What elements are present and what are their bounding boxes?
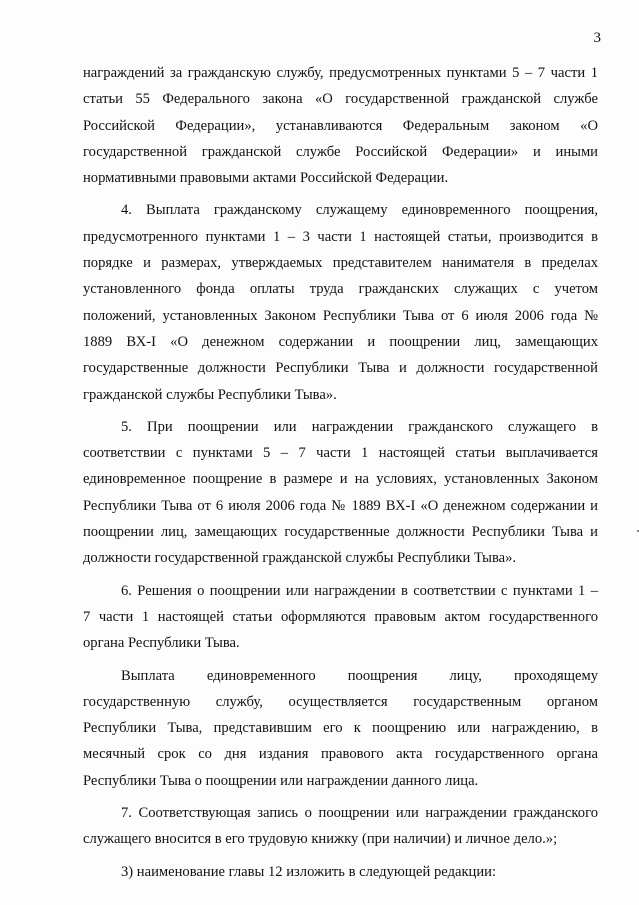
text-line: Выплата единовременного поощрения лицу, проходящему bbox=[121, 667, 598, 684]
text-line: государственную службу, осуществляется государственным органом bbox=[83, 693, 598, 710]
text-line: награждений за гражданскую службу, предусмотренных пунктами 5 – 7 части 1 bbox=[83, 65, 598, 81]
paragraph-item-7 bbox=[83, 800, 598, 853]
text-line: Российской Федерации», устанавливаются Федеральным законом «О bbox=[83, 117, 598, 134]
text-line: 6. Решения о поощрении или награждении в соответствии с пунктами 1 – bbox=[121, 582, 598, 599]
text-line: 7. Соответствующая запись о поощрении или награждении гражданского bbox=[121, 805, 598, 822]
paragraph-subitem-3 bbox=[83, 859, 598, 885]
text-line: статьи 55 Федерального закона «О государственной гражданской службе bbox=[83, 91, 598, 108]
text-line: органа Республики Тыва. bbox=[83, 635, 240, 652]
text-line: предусмотренного пунктами 1 – 3 части 1 настоящей статьи, производится в bbox=[83, 228, 598, 245]
text-line: Республики Тыва о поощрении или награждении данного лица. bbox=[83, 772, 479, 789]
paragraph-payment bbox=[83, 663, 598, 794]
text-line: поощрении лиц, замещающих государственные должности Республики Тыва и bbox=[83, 524, 598, 541]
text-line: 3) наименование главы 12 изложить в следующей редакции: bbox=[121, 863, 497, 880]
paragraph-item-6 bbox=[83, 578, 598, 657]
text-line: 5. При поощрении или награждении гражданского служащего в bbox=[121, 418, 598, 435]
document-body bbox=[83, 60, 598, 885]
text-line: 1889 ВХ-I «О денежном содержании и поощрении лиц, замещающих bbox=[83, 333, 598, 350]
text-line: месячный срок со дня издания правового акта государственного органа bbox=[83, 746, 598, 763]
paragraph-item-5 bbox=[83, 414, 598, 572]
text-line: 4. Выплата гражданскому служащему единовременного поощрения, bbox=[121, 202, 598, 219]
page-number: 3 bbox=[593, 30, 601, 46]
text-line: 7 части 1 настоящей статьи оформляются правовым актом государственного bbox=[83, 608, 598, 625]
text-line: нормативными правовыми актами Российской Федерации. bbox=[83, 170, 449, 187]
text-line: служащего вносится в его трудовую книжку (при наличии) и личное дело.»; bbox=[83, 831, 558, 848]
paragraph-continuation bbox=[83, 60, 598, 191]
text-line: должности государственной гражданской службы Республики Тыва». bbox=[83, 550, 517, 567]
text-line: гражданской службы Республики Тыва». bbox=[83, 386, 337, 403]
paragraph-item-4 bbox=[83, 197, 598, 407]
text-line: единовременное поощрение в размере и на условиях, установленных Законом bbox=[83, 471, 598, 488]
text-line: соответствии с пунктами 5 – 7 части 1 настоящей статьи выплачивается bbox=[83, 445, 598, 462]
text-line: порядке и размерах, утверждаемых представителем нанимателя в пределах bbox=[83, 255, 598, 272]
text-line: государственной гражданской службе Российской Федерации» и иными bbox=[83, 143, 598, 160]
text-line: Республики Тыва от 6 июля 2006 года № 1889 ВХ-I «О денежном содержании и bbox=[83, 497, 598, 514]
text-line: положений, установленных Законом Республики Тыва от 6 июля 2006 года № bbox=[83, 307, 598, 324]
text-line: Республики Тыва, представившим его к поощрению или награждению, в bbox=[83, 720, 598, 737]
text-line: государственные должности Республики Тыва и должности государственной bbox=[83, 360, 598, 377]
text-line: установленного фонда оплаты труда гражданских служащих с учетом bbox=[83, 281, 598, 298]
